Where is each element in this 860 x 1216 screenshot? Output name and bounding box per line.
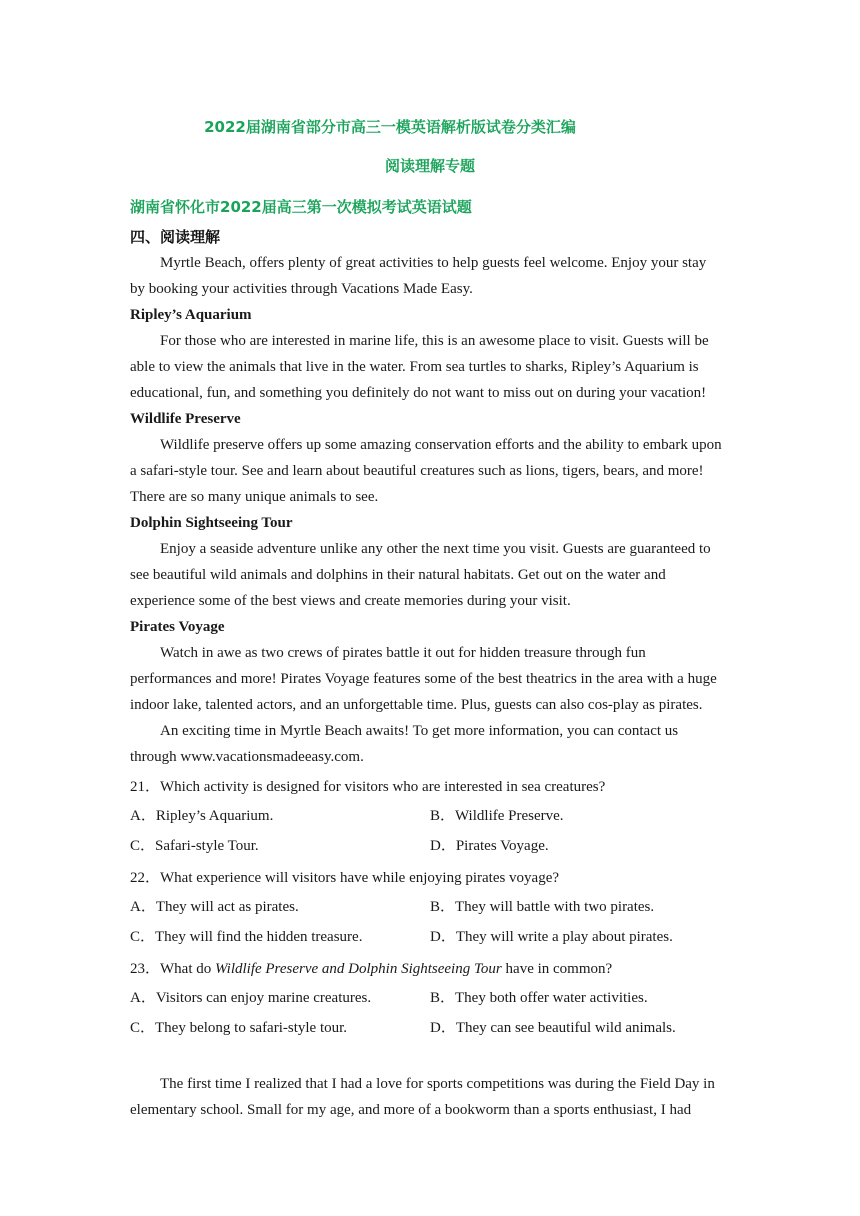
document-subtitle: 阅读理解专题 xyxy=(384,157,475,175)
paragraph-line: performances and more! Pirates Voyage features some of the best theatrics in the area with a huge xyxy=(130,671,717,687)
stem-emphasis: Wildlife Preserve and Dolphin Sightseeing Tour xyxy=(214,960,502,977)
option-a: A．Visitors can enjoy marine creatures. xyxy=(130,990,372,1006)
paragraph-line: For those who are interested in marine life, this is an awesome place to visit. Guests will be xyxy=(160,333,709,349)
paragraph-line: The first time I realized that I had a love for sports competitions was during the Field Day in xyxy=(160,1076,715,1092)
stem-suffix: have in common? xyxy=(501,960,613,977)
section-heading: 四、阅读理解 xyxy=(130,228,221,246)
option-c: C．They will find the hidden treasure. xyxy=(130,929,363,945)
paragraph-line: experience some of the best views and create memories during your visit. xyxy=(130,593,571,609)
option-row xyxy=(130,922,730,952)
stem-prefix: 23．What do xyxy=(130,960,215,977)
option-row xyxy=(130,983,730,1013)
paragraph-line: Wildlife preserve offers up some amazing conservation efforts and the ability to embark upon xyxy=(160,437,722,453)
option-row xyxy=(130,801,730,831)
question-stem: 21．Which activity is designed for visitors who are interested in sea creatures? xyxy=(130,778,606,795)
option-row xyxy=(130,1013,730,1043)
option-row xyxy=(130,892,730,922)
passage-heading: Wildlife Preserve xyxy=(130,411,241,427)
spacer xyxy=(130,1043,730,1071)
passage-heading: Dolphin Sightseeing Tour xyxy=(130,515,293,531)
option-row xyxy=(130,831,730,861)
paragraph-line: through www.vacationsmadeeasy.com. xyxy=(130,749,364,765)
option-b: B．They will battle with two pirates. xyxy=(430,899,655,915)
document-title: 2022届湖南省部分市高三一模英语解析版试卷分类汇编 xyxy=(204,118,576,136)
paragraph-line: There are so many unique animals to see. xyxy=(130,489,379,505)
passage-heading: Ripley’s Aquarium xyxy=(130,307,252,323)
paragraph-line: Myrtle Beach, offers plenty of great activities to help guests feel welcome. Enjoy your stay xyxy=(160,255,707,271)
question-23 xyxy=(130,954,730,1043)
option-c: C．They belong to safari-style tour. xyxy=(130,1020,348,1036)
exam-source: 湖南省怀化市2022届高三第一次模拟考试英语试题 xyxy=(130,198,472,216)
passage-heading: Pirates Voyage xyxy=(130,619,225,635)
paragraph-line: elementary school. Small for my age, and more of a bookworm than a sports enthusiast, I had xyxy=(130,1102,692,1118)
question-22 xyxy=(130,863,730,952)
question-stem xyxy=(130,954,730,983)
paragraph-line: Watch in awe as two crews of pirates battle it out for hidden treasure through fun xyxy=(160,645,646,661)
question-21 xyxy=(130,772,730,861)
paragraph-line: see beautiful wild animals and dolphins in their natural habitats. Get out on the water and xyxy=(130,567,666,583)
option-b: B．Wildlife Preserve. xyxy=(430,808,564,824)
option-c: C．Safari-style Tour. xyxy=(130,838,259,854)
paragraph-line: indoor lake, talented actors, and an unforgettable time. Plus, guests can also cos-play as pirates. xyxy=(130,697,703,713)
option-d: D．They will write a play about pirates. xyxy=(430,929,673,945)
passage-body xyxy=(130,250,730,1123)
paragraph-line: educational, fun, and something you definitely do not want to miss out on during your vacation! xyxy=(130,385,707,401)
option-d: D．Pirates Voyage. xyxy=(430,838,549,854)
question-stem: 22．What experience will visitors have while enjoying pirates voyage? xyxy=(130,869,560,886)
option-a: A．They will act as pirates. xyxy=(130,899,299,915)
paragraph-line: a safari-style tour. See and learn about beautiful creatures such as lions, tigers, bears, and more! xyxy=(130,463,704,479)
paragraph-line: able to view the animals that live in the water. From sea turtles to sharks, Ripley’s Aquarium is xyxy=(130,359,699,375)
paragraph-line: Enjoy a seaside adventure unlike any other the next time you visit. Guests are guaranteed to xyxy=(160,541,711,557)
option-a: A．Ripley’s Aquarium. xyxy=(130,808,274,824)
option-b: B．They both offer water activities. xyxy=(430,990,648,1006)
paragraph-line: An exciting time in Myrtle Beach awaits! To get more information, you can contact us xyxy=(160,723,679,739)
paragraph-line: by booking your activities through Vacations Made Easy. xyxy=(130,281,473,297)
option-d: D．They can see beautiful wild animals. xyxy=(430,1020,676,1036)
